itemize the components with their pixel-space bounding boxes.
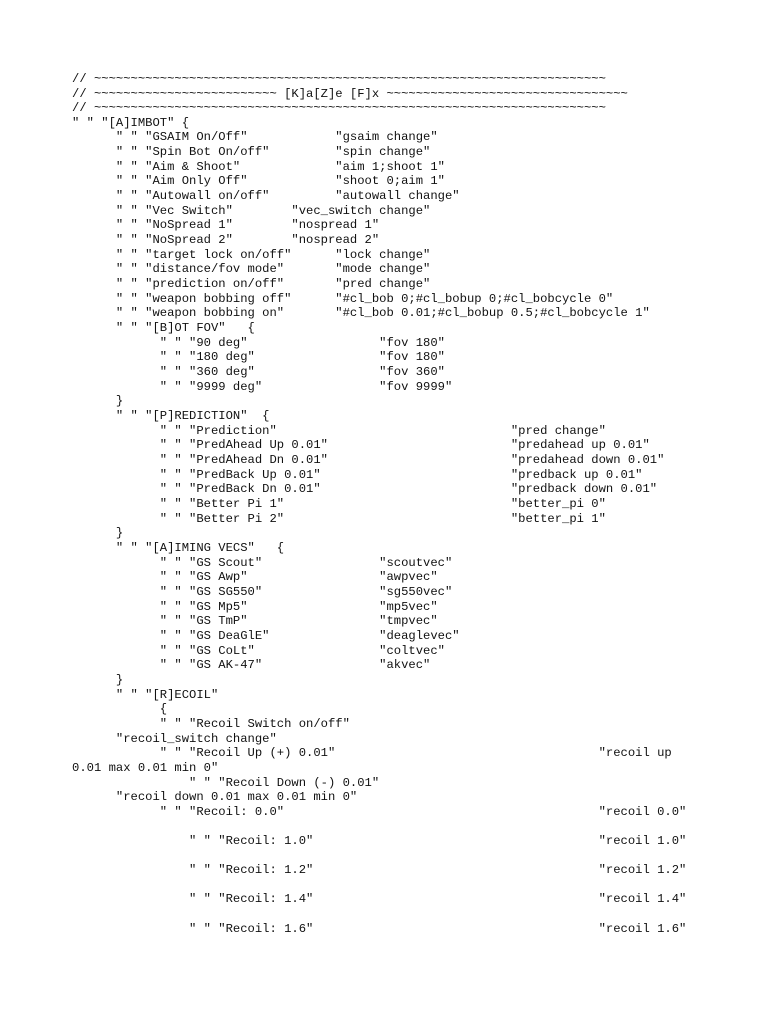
doc-line: " " "GS Mp5" "mp5vec"	[72, 600, 438, 614]
doc-line: " " "9999 deg" "fov 9999"	[72, 380, 453, 394]
doc-line: // ~~~~~~~~~~~~~~~~~~~~~~~~~~~~~~~~~~~~~~~~~~~~~~~~~~~~~~~~~~~~~~~~~~~~~~	[72, 72, 606, 86]
doc-line: " " "Recoil Switch on/off"	[72, 717, 350, 731]
doc-line: " " "Better Pi 1" "better_pi 0"	[72, 497, 606, 511]
doc-line: " " "Recoil Up (+) 0.01" "recoil up	[72, 746, 672, 760]
doc-line: " " "GS Scout" "scoutvec"	[72, 556, 453, 570]
doc-line: }	[72, 394, 124, 408]
doc-line: " " "Vec Switch" "vec_switch change"	[72, 204, 431, 218]
doc-line: " " "Recoil Down (-) 0.01"	[72, 776, 380, 790]
doc-line: {	[72, 702, 168, 716]
doc-line: " " "Spin Bot On/off" "spin change"	[72, 145, 431, 159]
doc-line: " " "Recoil: 1.2" "recoil 1.2"	[72, 863, 687, 877]
doc-line: " " "GS TmP" "tmpvec"	[72, 614, 438, 628]
doc-line: " " "PredAhead Dn 0.01" "predahead down 0.01"	[72, 453, 665, 467]
doc-line: " " "Better Pi 2" "better_pi 1"	[72, 512, 606, 526]
doc-line: // ~~~~~~~~~~~~~~~~~~~~~~~~~~~~~~~~~~~~~~~~~~~~~~~~~~~~~~~~~~~~~~~~~~~~~~	[72, 101, 606, 115]
doc-line: " " "GS SG550" "sg550vec"	[72, 585, 453, 599]
doc-line: "recoil down 0.01 max 0.01 min 0"	[72, 790, 358, 804]
doc-line: " " "GS Awp" "awpvec"	[72, 570, 438, 584]
doc-line: " " "Recoil: 1.0" "recoil 1.0"	[72, 834, 687, 848]
doc-line: " " "[P]REDICTION" {	[72, 409, 270, 423]
doc-line: " " "Aim Only Off" "shoot 0;aim 1"	[72, 174, 445, 188]
doc-line: " " "GSAIM On/Off" "gsaim change"	[72, 130, 438, 144]
doc-line: }	[72, 526, 124, 540]
doc-line: " " "GS AK-47" "akvec"	[72, 658, 431, 672]
doc-line: " " "GS CoLt" "coltvec"	[72, 644, 445, 658]
doc-line: 0.01 max 0.01 min 0"	[72, 761, 219, 775]
doc-line: " " "target lock on/off" "lock change"	[72, 248, 431, 262]
doc-line: " " "Recoil: 0.0" "recoil 0.0"	[72, 805, 687, 819]
doc-line: " " "distance/fov mode" "mode change"	[72, 262, 431, 276]
doc-line: " " "PredBack Dn 0.01" "predback down 0.01"	[72, 482, 658, 496]
doc-line: " " "NoSpread 1" "nospread 1"	[72, 218, 380, 232]
doc-line: " " "[B]OT FOV" {	[72, 321, 255, 335]
doc-line: " " "weapon bobbing off" "#cl_bob 0;#cl_bobup 0;#cl_bobcycle 0"	[72, 292, 614, 306]
doc-line: }	[72, 673, 124, 687]
doc-line: " " "360 deg" "fov 360"	[72, 365, 445, 379]
doc-line: " " "NoSpread 2" "nospread 2"	[72, 233, 380, 247]
doc-line: " " "180 deg" "fov 180"	[72, 350, 445, 364]
doc-line: // ~~~~~~~~~~~~~~~~~~~~~~~~~ [K]a[Z]e [F]x ~~~~~~~~~~~~~~~~~~~~~~~~~~~~~~~~~	[72, 87, 628, 101]
doc-line: " " "[A]IMBOT" {	[72, 116, 190, 130]
doc-line: " " "Recoil: 1.4" "recoil 1.4"	[72, 892, 687, 906]
doc-line: " " "PredAhead Up 0.01" "predahead up 0.01"	[72, 438, 650, 452]
doc-line: " " "90 deg" "fov 180"	[72, 336, 445, 350]
doc-line: " " "Aim & Shoot" "aim 1;shoot 1"	[72, 160, 445, 174]
doc-line: " " "Autowall on/off" "autowall change"	[72, 189, 460, 203]
doc-line: " " "[R]ECOIL"	[72, 688, 219, 702]
doc-line: " " "Recoil: 1.6" "recoil 1.6"	[72, 922, 687, 936]
doc-line: " " "Prediction" "pred change"	[72, 424, 606, 438]
doc-line: " " "GS DeaGlE" "deaglevec"	[72, 629, 460, 643]
doc-line: " " "[A]IMING VECS" {	[72, 541, 285, 555]
doc-line: "recoil_switch change"	[72, 732, 277, 746]
doc-line: " " "prediction on/off" "pred change"	[72, 277, 431, 291]
doc-line: " " "weapon bobbing on" "#cl_bob 0.01;#cl_bobup 0.5;#cl_bobcycle 1"	[72, 306, 650, 320]
doc-line: " " "PredBack Up 0.01" "predback up 0.01"	[72, 468, 643, 482]
